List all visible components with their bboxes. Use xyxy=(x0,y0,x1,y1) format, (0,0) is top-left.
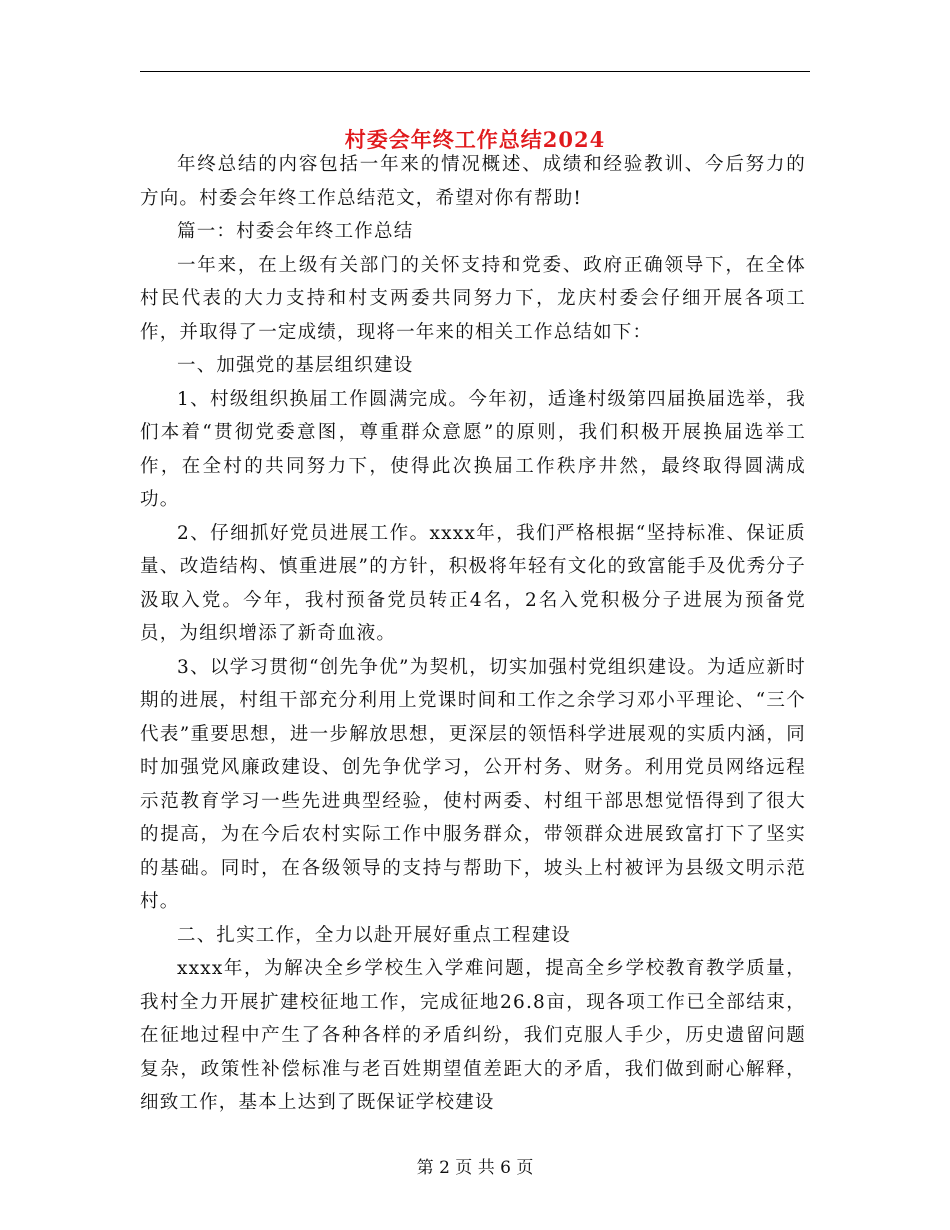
header-rule xyxy=(140,71,810,72)
paragraph-intro: 年终总结的内容包括一年来的情况概述、成绩和经验教训、今后努力的方向。村委会年终工作总结范文，希望对你有帮助! xyxy=(140,154,806,209)
paragraph-item-1: 1、村级组织换届工作圆满完成。今年初，适逢村级第四届换届选举，我们本着“贯彻党委意图，尊重群众意愿”的原则，我们积极开展换届选举工作，在全村的共同努力下，使得此次换届工作秩序井然，最终取得圆满成功。 xyxy=(140,388,806,510)
paragraph-overview: 一年来，在上级有关部门的关怀支持和党委、政府正确领导下，在全体村民代表的大力支持和村支两委共同努力下，龙庆村委会仔细开展各项工作，并取得了一定成绩，现将一年来的相关工作总结如下： xyxy=(140,254,806,343)
document-title: 村委会年终工作总结2024 xyxy=(344,127,606,153)
page-footer xyxy=(0,1153,950,1178)
document-body xyxy=(140,148,806,1120)
paragraph-section-heading: 篇一：村委会年终工作总结 xyxy=(177,221,414,242)
paragraph-item-3: 3、以学习贯彻“创先争优”为契机，切实加强村党组织建设。为适应新时期的进展，村组干部充分利用上党课时间和工作之余学习邓小平理论、“三个代表”重要思想，进一步解放思想，更深层的领悟科学进展观的实质内涵，同时加强党风廉政建设、创先争优学习，公开村务、财务。利用党员网络远程示范教育学习一些先进典型经验，使村两委、村组干部思想觉悟得到了很大的提高，为在今后农村实际工作中服务群众，带领群众进展致富打下了坚实的基础。同时，在各级领导的支持与帮助下，坡头上村被评为县级文明示范村。 xyxy=(140,656,806,912)
paragraph-heading-party-building: 一、加强党的基层组织建设 xyxy=(177,355,414,376)
paragraph-heading-key-projects: 二、扎实工作，全力以赴开展好重点工程建设 xyxy=(177,924,572,946)
page-number: 第 2 页 共 6 页 xyxy=(416,1158,534,1178)
paragraph-land-acquisition: xxxx年，为解决全乡学校生入学难问题，提高全乡学校教育教学质量，我村全力开展扩建校征地工作，完成征地26.8亩，现各项工作已全部结束，在征地过程中产生了各种各样的矛盾纠纷，我们克服人手少，历史遗留问题复杂，政策性补偿标准与老百姓期望值差距大的矛盾，我们做到耐心解释，细致工作，基本上达到了既保证学校建设 xyxy=(140,958,806,1113)
paragraph-item-2: 2、仔细抓好党员进展工作。xxxx年，我们严格根据“坚持标准、保证质量、改造结构、慎重进展”的方针，积极将年轻有文化的致富能手及优秀分子汲取入党。今年，我村预备党员转正4名，2名入党积极分子进展为预备党员，为组织增添了新奇血液。 xyxy=(140,522,806,644)
